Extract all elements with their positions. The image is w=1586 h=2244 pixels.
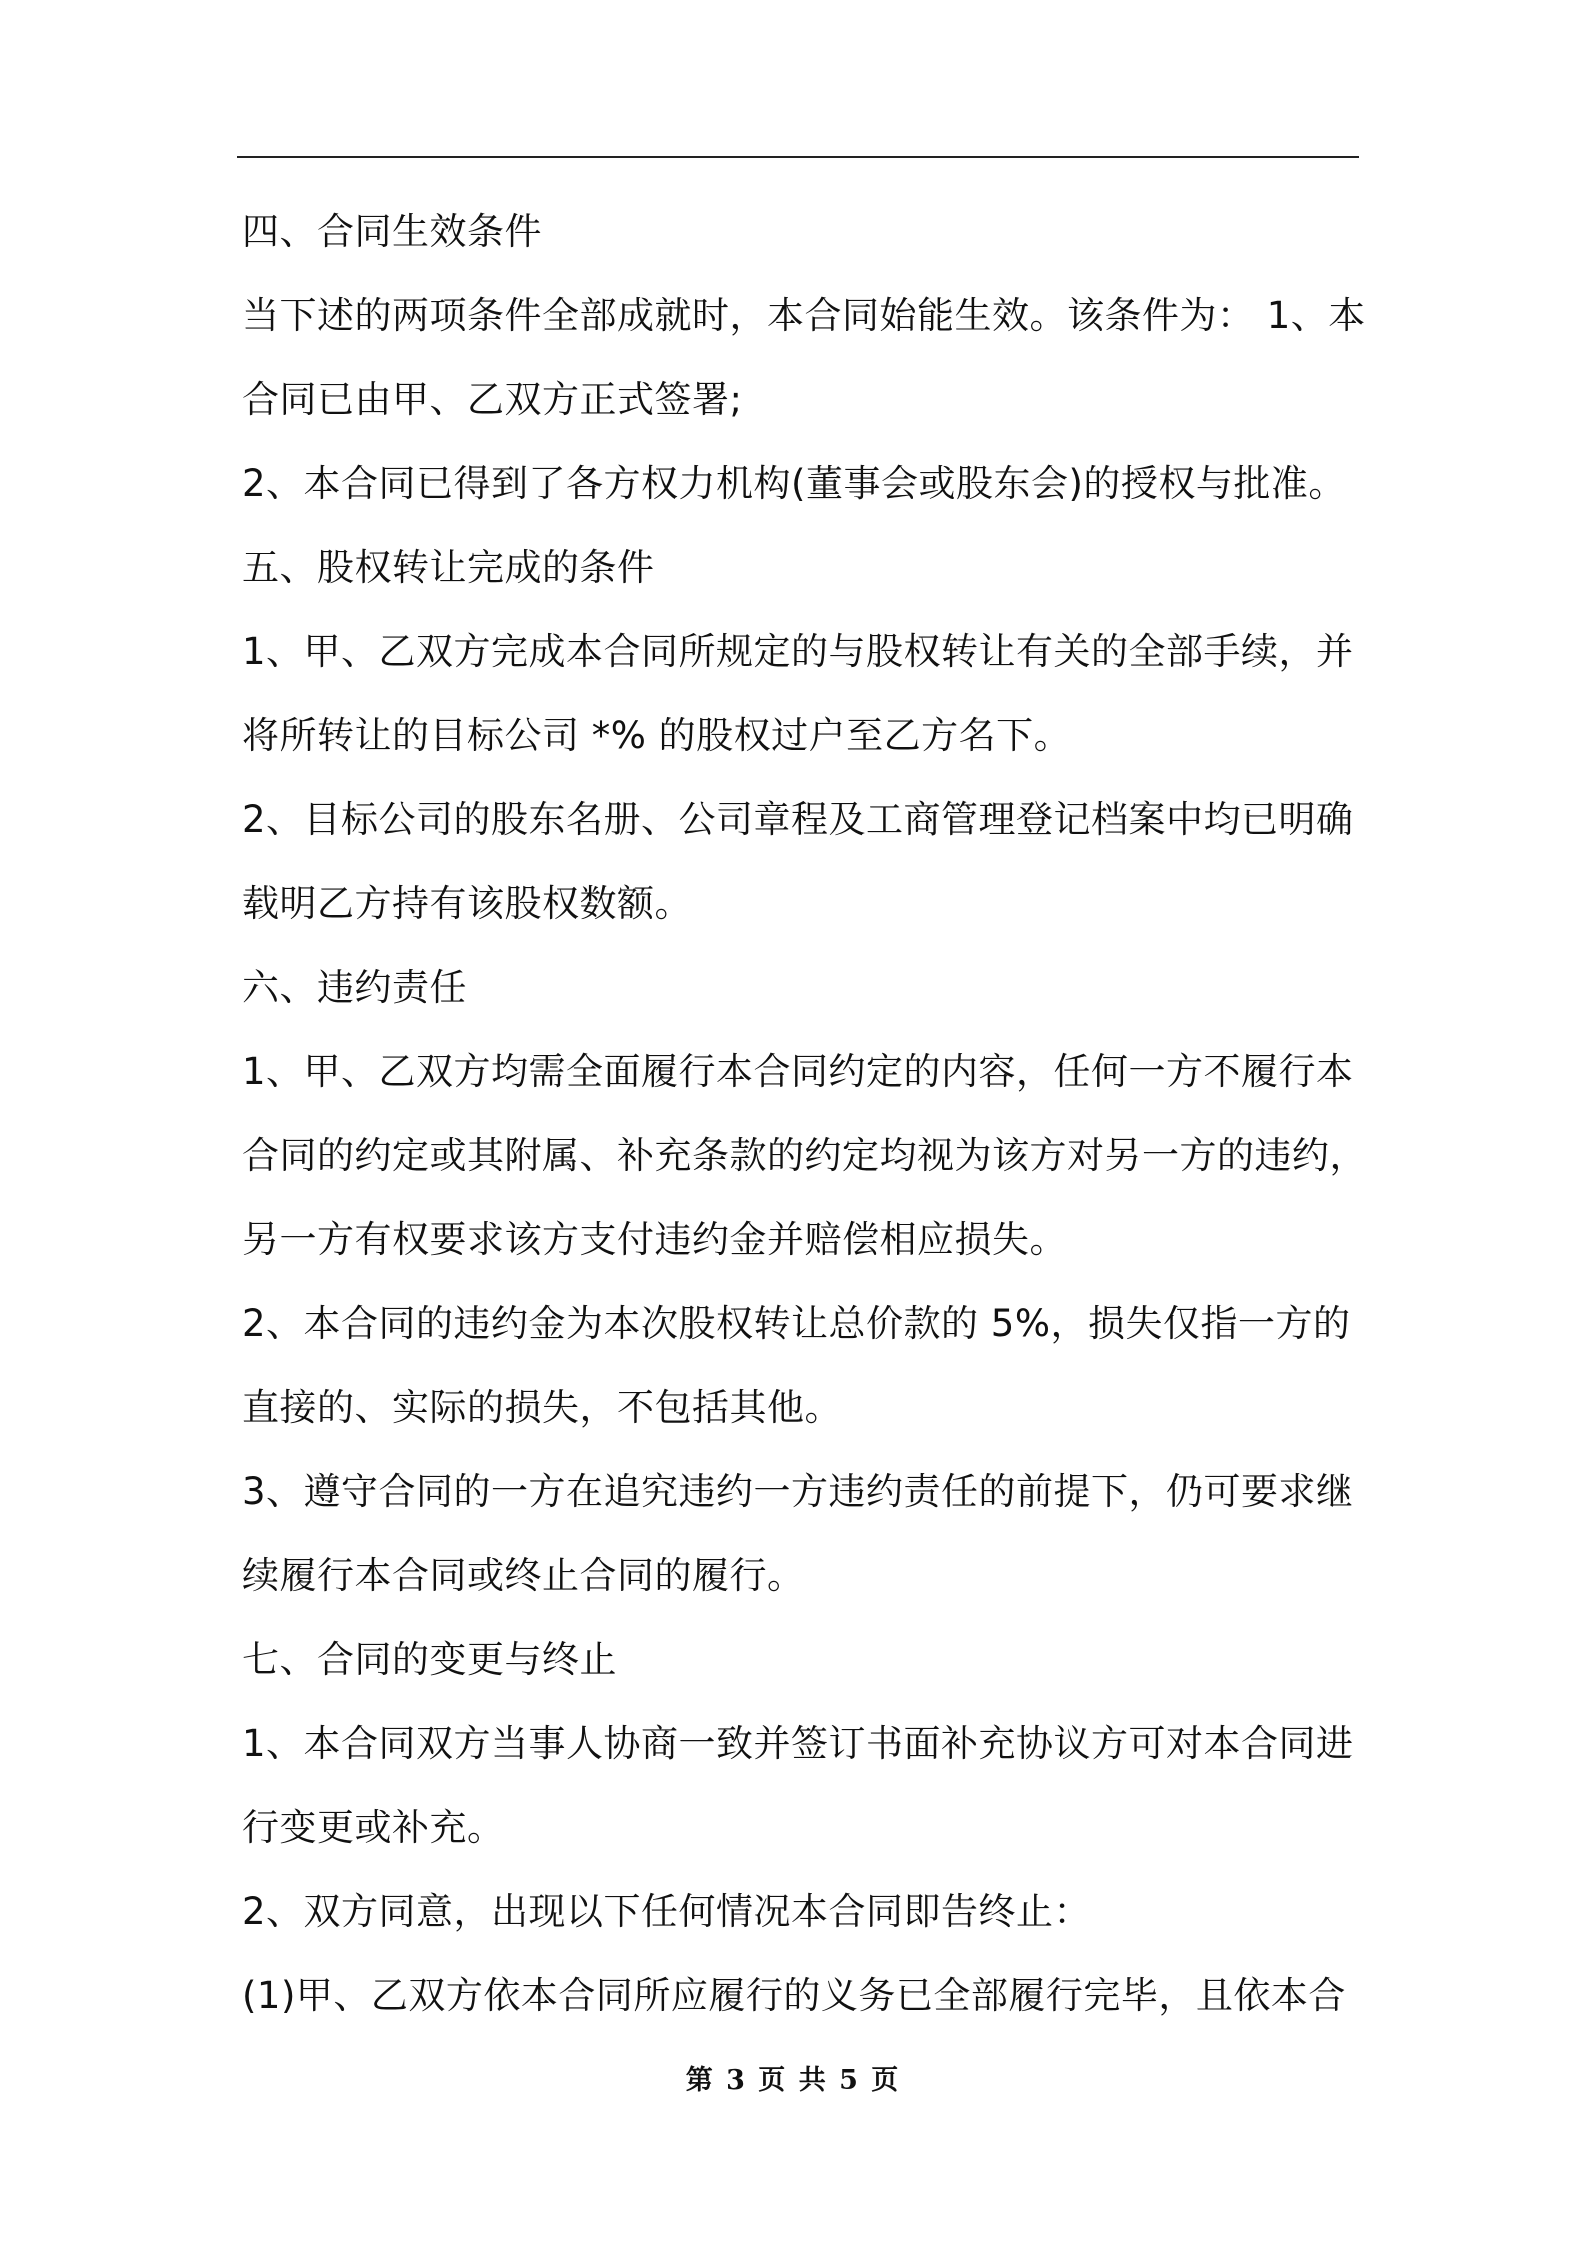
paragraph-line: 另一方有权要求该方支付违约金并赔偿相应损失。 <box>242 1218 1067 1261</box>
paragraph-line: 将所转让的目标公司 *% 的股权过户至乙方名下。 <box>242 714 1072 757</box>
page-number-footer: 第 3 页 共 5 页 <box>685 2065 901 2096</box>
section-heading-7: 七、合同的变更与终止 <box>242 1638 617 1681</box>
header-rule <box>237 156 1359 158</box>
section-heading-5: 五、股权转让完成的条件 <box>242 546 655 589</box>
paragraph-line: 2、本合同的违约金为本次股权转让总价款的 5%，损失仅指一方的 <box>242 1302 1351 1345</box>
paragraph-line: 1、本合同双方当事人协商一致并签订书面补充协议方可对本合同进 <box>242 1722 1354 1765</box>
paragraph-line: 2、目标公司的股东名册、公司章程及工商管理登记档案中均已明确 <box>242 798 1354 841</box>
paragraph-line: 直接的、实际的损失，不包括其他。 <box>242 1386 842 1429</box>
paragraph-line: 1、甲、乙双方均需全面履行本合同约定的内容，任何一方不履行本 <box>242 1050 1354 1093</box>
paragraph-line: 行变更或补充。 <box>242 1806 505 1849</box>
paragraph-line: (1)甲、乙双方依本合同所应履行的义务已全部履行完毕，且依本合 <box>242 1974 1346 2017</box>
paragraph-line: 当下述的两项条件全部成就时，本合同始能生效。该条件为： 1、本 <box>242 294 1366 337</box>
document-body <box>242 190 1367 2038</box>
section-heading-4: 四、合同生效条件 <box>242 210 542 253</box>
paragraph-line: 3、遵守合同的一方在追究违约一方违约责任的前提下，仍可要求继 <box>242 1470 1354 1513</box>
paragraph-line: 合同已由甲、乙双方正式签署; <box>242 378 743 421</box>
section-heading-6: 六、违约责任 <box>242 966 467 1009</box>
paragraph-line: 合同的约定或其附属、补充条款的约定均视为该方对另一方的违约， <box>242 1134 1367 1177</box>
paragraph-line: 2、双方同意，出现以下任何情况本合同即告终止： <box>242 1890 1092 1933</box>
paragraph-line: 续履行本合同或终止合同的履行。 <box>242 1554 805 1597</box>
paragraph-line: 1、甲、乙双方完成本合同所规定的与股权转让有关的全部手续，并 <box>242 630 1354 673</box>
paragraph-line: 载明乙方持有该股权数额。 <box>242 882 692 925</box>
paragraph-line: 2、本合同已得到了各方权力机构(董事会或股东会)的授权与批准。 <box>242 462 1346 505</box>
